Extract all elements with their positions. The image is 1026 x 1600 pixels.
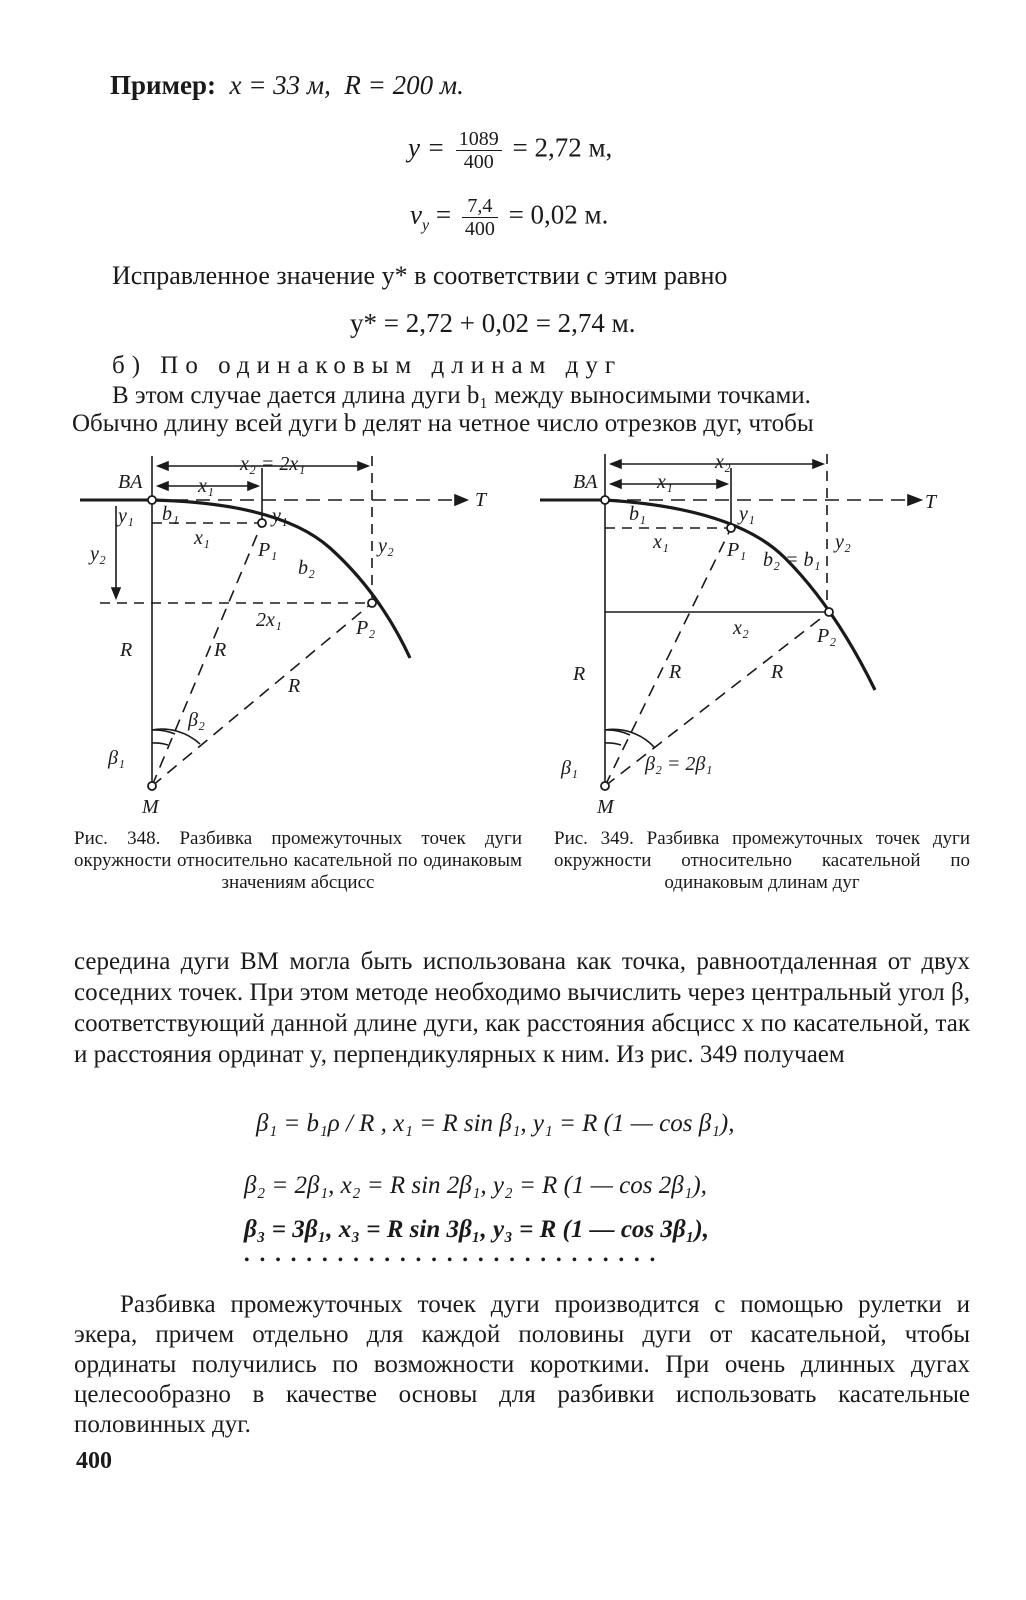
fig348-label-x1-mid: x₁ [194,527,210,549]
fig348-label-y2-left: y₂ [90,543,106,565]
fig349-label-T: T [925,491,937,513]
formula-dots: • • • • • • • • • • • • • • • • • • • • • • • • • • • [244,1252,659,1269]
eq-vy-num: 7,4 [462,195,498,218]
paragraph-3: Разбивка промежуточных точек дуги производится с помощью рулетки и экера, причем отдельно для каждой половины дуги от касательной, чтобы ординаты получились по возможности короткими. При очень длинных дугах целесообразно в качестве основы для разбивки использовать касательные половинных дуг. [74,1291,970,1438]
fig348-label-2x1: 2x₁ [256,609,282,631]
example-line [110,70,464,101]
formula-2: β₂ = 2β₁, x₂ = R sin 2β₁, y₂ = R (1 — cos 2β₁), [244,1172,707,1199]
fig349-label-R-left: R [573,663,586,685]
eq-y-rhs: = 2,72 м, [512,132,613,163]
fig348-label-P2: P₂ [356,617,376,639]
fig348-label-y2-right: y₂ [378,535,394,557]
fig348-label-beta2: β₂ [188,709,205,731]
example-r: R = 200 м. [344,70,464,100]
fig348-label-BA: BA [118,471,143,493]
fig349-label-y1: y₁ [739,503,755,525]
fig348-label-R-mid: R [214,639,227,661]
fig349-label-y2: y₂ [835,531,851,553]
fig348-label-P1: P₁ [258,539,278,561]
fig349-label-b1: b₁ [629,503,646,525]
fig348-label-T: T [475,489,487,511]
page-number: 400 [76,1448,112,1474]
fig349-label-M: M [597,796,614,818]
figure-348 [70,448,510,818]
fig348-label-R-right: R [288,675,301,697]
figure-349-caption: Рис. 349. Разбивка промежуточных точек дуги окружности относительно касательной по одинаковым длинам дуг [554,828,970,893]
fig348-label-b1: b₁ [162,503,179,525]
fig349-label-R-right: R [771,661,784,683]
intro-line-1: В этом случае дается длина дуги b₁ между выносимыми точками. [112,382,811,409]
fig348-label-y1: y₁ [118,505,134,527]
fig348-label-y1-pt: y₁ [272,505,288,527]
formula-3: β₃ = 3β₁, x₃ = R sin 3β₁, y₃ = R (1 — cos 3β₁), [244,1216,710,1243]
example-label: Пример: [110,70,216,100]
eq-vy-den: 400 [464,218,495,240]
fig349-label-P1: P₁ [727,539,747,561]
eq-y-lhs: y = [408,132,445,163]
fig349-label-BA: BA [573,471,598,493]
figure-349 [535,448,975,818]
fig349-label-R-mid: R [669,661,682,683]
fig349-label-x1-top: x₁ [657,471,673,493]
equation-vy [410,195,608,240]
fig349-label-x1-mid: x₁ [653,531,669,553]
fig349-label-x2: x₂ [715,451,731,473]
fig348-label-x1-top: x₁ [198,475,214,497]
fig348-label-R-left: R [120,639,133,661]
equation-ystar: y* = 2,72 + 0,02 = 2,74 м. [350,308,636,338]
fig348-label-beta1: β₁ [108,747,125,769]
fig348-label-x2: x₂ = 2x₁ [240,453,306,475]
eq-vy-sub: y [421,217,430,235]
fig349-label-P2: P₂ [817,625,837,647]
eq-vy-lhs: v [410,199,422,230]
figure-348-caption: Рис. 348. Разбивка промежуточных точек дуги окружности относительно касательной по одинаковым значениям абсцисс [74,828,522,893]
paragraph-2: середина дуги BM могла быть использована как точка, равноотдаленная от двух соседних точек. При этом методе необходимо вычислить через центральный угол β, соответствующий данной длине дуги, как расстояния абсцисс x по касательной, так и расстояния ординат y, перпендикулярных к ним. Из рис. 349 получаем [74,948,970,1068]
eq-y-den: 400 [463,151,494,173]
fig349-label-x2-low: x₂ [733,617,749,639]
fig349-label-b2: b₂ = b₁ [763,549,821,571]
eq-y-num: 1089 [456,128,502,151]
section-heading: б) По одинаковым длинам дуг [112,352,623,379]
fig348-label-M: M [142,796,159,818]
fig348-label-b2: b₂ [298,557,315,579]
fig349-label-beta1: β₁ [561,757,578,779]
eq-y-fraction [456,128,502,173]
formula-1: β₁ = b₁ρ / R , x₁ = R sin β₁, y₁ = R (1 — cos β₁), [256,1110,735,1137]
eq-vy-rhs: = 0,02 м. [508,199,609,230]
example-x: x = 33 м, [229,70,331,100]
eq-vy-eq: = [429,199,452,230]
intro-line-2: Обычно длину всей дуги b делят на четное число отрезков дуг, чтобы [72,410,814,437]
fig349-label-beta2: β₂ = 2β₁ [645,753,713,775]
equation-y [408,128,612,173]
eq-vy-fraction [462,195,498,240]
corrected-sentence: Исправленное значение y* в соответствии с этим равно [112,261,728,290]
